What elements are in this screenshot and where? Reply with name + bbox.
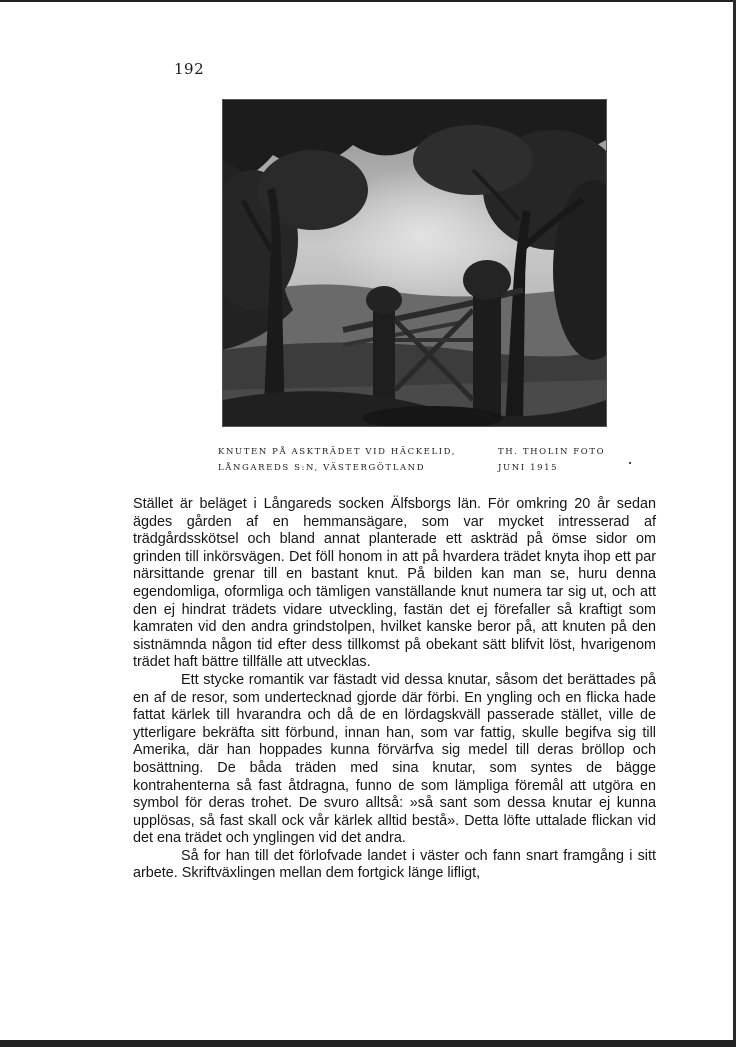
caption-credit-line1: TH. THOLIN FOTO bbox=[498, 447, 606, 457]
caption-location bbox=[218, 444, 508, 476]
scan-edge-bottom bbox=[0, 1040, 736, 1047]
photograph-illustration bbox=[223, 100, 606, 426]
page-number: 192 bbox=[174, 60, 205, 78]
body-text bbox=[133, 496, 656, 883]
caption-credit-line2: JUNI 1915 bbox=[498, 463, 559, 473]
caption-location-line2: LÅNGAREDS S:N, VÄSTERGÖTLAND bbox=[218, 463, 426, 473]
scan-edge-top bbox=[0, 0, 736, 2]
paragraph-3: Så for han till det förlofvade landet i väster och fann snart framgång i sitt arbete. Skriftväxlingen mellan dem fortgick länge lifligt, bbox=[133, 847, 656, 882]
paragraph-2: Ett stycke romantik var fästadt vid dessa knutar, såsom det berättades på en af de resor, som undertecknad gjorde där förbi. En yngling och en flicka hade fattat kärlek till hvarandra och då de en lördagskväll passerade stället, ville de ytterligare bekräfta sitt förbund, innan han, som var fattig, skulle begifva sig till Amerika, där han hoppades kunna förvärfva sig medel till deras bröllop och bosättning. De båda träden med sina knutar, som syntes de bägge kontrahenterna så fast åtdragna, funno de som lämpliga föremål att utgöra en symbol för deras trohet. De svuro alltså: »så sant som dessa knutar ej kunna upplösas, så fast skall ock vår kärlek alltid bestå». Detta löfte uttalade flickan vid det ena trädet och ynglingen vid det andra. bbox=[133, 671, 656, 847]
caption-credit bbox=[498, 444, 608, 476]
paragraph-1: Stället är beläget i Långareds socken Älfsborgs län. För omkring 20 år sedan ägdes gården af en hemmansägare, som var mycket intresserad af trädgårdsskötsel och bland annat planterade ett askträd på ömse sidor om grinden till inkörsvägen. Det föll honom in att på hvardera trädet knyta ihop ett par närsittande grenar till en bastant knut. På bilden kan man se, huru denna egendomliga, oformliga och tämligen vanställande knut numera tar sig ut, och att den ej hindrat trädets vidare utveckling, fastän det ej förefaller så kraftigt som kamraten vid den andra grindstolpen, hvilket kanske beror på, att knuten på den sistnämnda någon tid efter dess tillkomst på obekant sätt blifvit löst, hvarigenom trädet haft bättre tillfälle att utvecklas. bbox=[133, 496, 656, 671]
stray-mark bbox=[629, 462, 631, 464]
photograph-ash-tree-knot bbox=[222, 99, 607, 427]
caption-location-line1: KNUTEN PÅ ASKTRÄDET VID HÄCKELID, bbox=[218, 447, 457, 457]
